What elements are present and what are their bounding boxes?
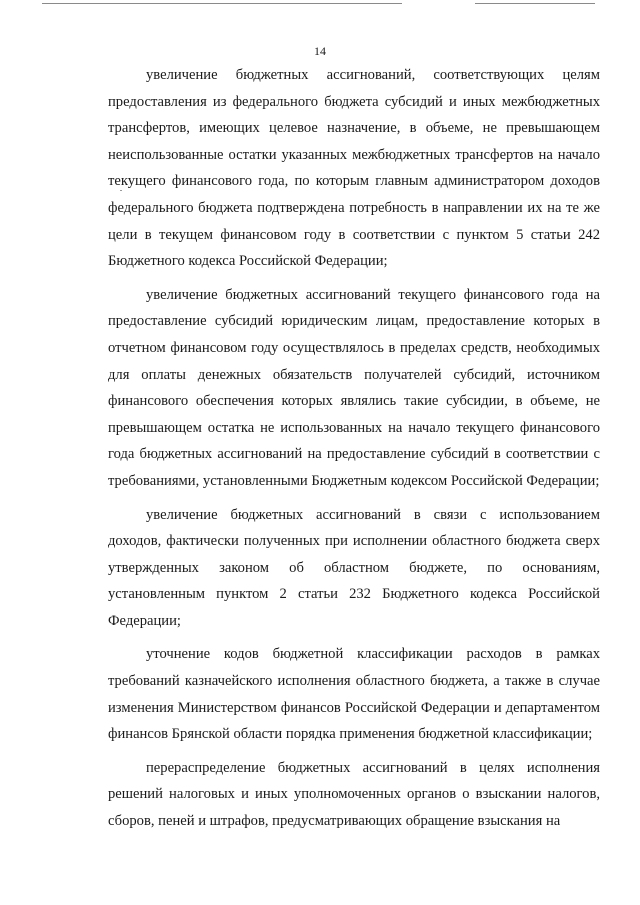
document-body [108, 62, 600, 842]
scan-edge-line [475, 3, 595, 4]
scan-edge-line [42, 3, 402, 4]
paragraph-5: перераспределение бюджетных ассигнований в целях исполнения решений налоговых и иных уполномоченных органов о взыскании налогов, сборов, пеней и штрафов, предусматривающих обращение взыскания на [108, 759, 600, 830]
paragraph-4: уточнение кодов бюджетной классификации расходов в рамках требований казначейского исполнения областного бюджета, а также в случае изменения Министерством финансов Российской Федерации и департаментом финансов Брянской области порядка применения бюджетной классификации; [108, 646, 600, 743]
page-number: 14 [314, 44, 326, 58]
paragraph-1: увеличение бюджетных ассигнований, соответствующих целям предоставления из федерального бюджета субсидий и иных межбюджетных трансфертов, имеющих целевое назначение, в объеме, не превышающем неиспользованные остатки указанных межбюджетных трансфертов на начало текущего финансового года, по которым главным администратором доходов федерального бюджета подтверждена потребность в направлении их на те же цели в текущем финансовом году в соответствии с пунктом 5 статьи 242 Бюджетного кодекса Российской Федерации; [108, 67, 600, 270]
paragraph-3: увеличение бюджетных ассигнований в связи с использованием доходов, фактически полученных при исполнении областного бюджета сверх утвержденных законом об областном бюджете, по основаниям, установленным пунктом 2 статьи 232 Бюджетного кодекса Российской Федерации; [108, 506, 600, 629]
paragraph-2: увеличение бюджетных ассигнований текущего финансового года на предоставление субсидий юридическим лицам, предоставление которых в отчетном финансовом году осуществлялось в пределах средств, необходимых для оплаты денежных обязательств получателей субсидий, источником финансового обеспечения которых являлись такие субсидии, в объеме, не превышающем остатка не использованных на начало текущего финансового года бюджетных ассигнований на предоставление субсидий в соответствии с требованиями, установленными Бюджетным кодексом Российской Федерации; [108, 286, 600, 489]
